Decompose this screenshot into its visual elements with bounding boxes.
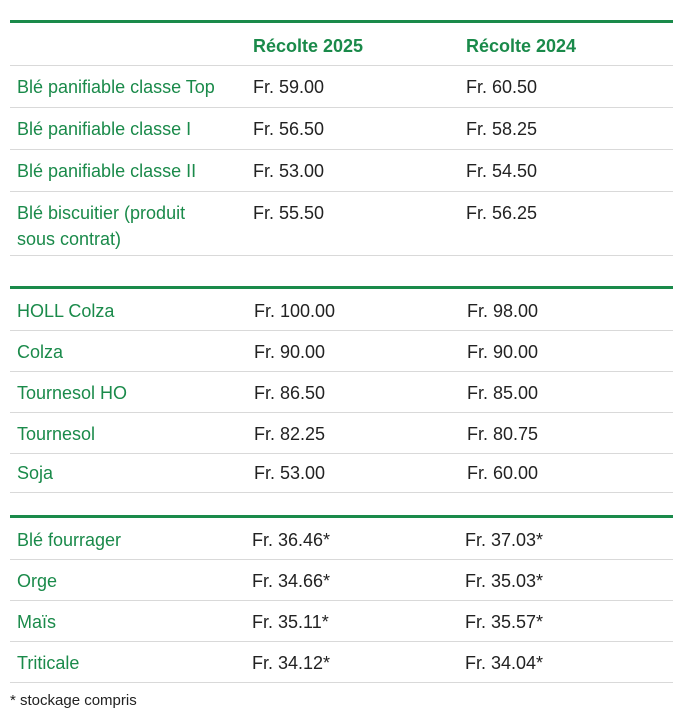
table-row	[10, 192, 673, 256]
row-label-line1: Blé biscuitier (produit	[17, 203, 186, 223]
row-label-line2: sous contrat)	[17, 229, 122, 249]
row-label: Blé panifiable classe II	[17, 161, 197, 181]
price-2024: Fr. 56.25	[466, 203, 538, 223]
price-2024: Fr. 35.03*	[465, 571, 544, 591]
table-row	[10, 601, 673, 642]
price-2024: Fr. 35.57*	[465, 612, 544, 632]
table-row	[10, 150, 673, 192]
table-row	[10, 454, 673, 493]
row-label: Blé panifiable classe I	[17, 119, 192, 139]
price-2024: Fr. 58.25	[466, 119, 538, 139]
price-2024: Fr. 85.00	[467, 383, 539, 403]
price-2025: Fr. 86.50	[254, 383, 326, 403]
price-2025: Fr. 82.25	[254, 424, 326, 444]
row-label: Orge	[17, 571, 58, 591]
row-label: Triticale	[17, 653, 80, 673]
price-2025: Fr. 90.00	[254, 342, 326, 362]
row-label: Colza	[17, 342, 64, 362]
price-2025: Fr. 59.00	[253, 77, 325, 97]
table-row	[10, 66, 673, 108]
price-2025: Fr. 56.50	[253, 119, 325, 139]
row-label: Tournesol HO	[17, 383, 128, 403]
price-2025: Fr. 35.11*	[252, 612, 329, 632]
price-2025: Fr. 34.12*	[252, 653, 331, 673]
price-2024: Fr. 34.04*	[465, 653, 544, 673]
table-row	[10, 518, 673, 560]
table-row	[10, 289, 673, 331]
price-2025: Fr. 55.50	[253, 203, 325, 223]
price-2024: Fr. 98.00	[467, 301, 539, 321]
price-2024: Fr. 54.50	[466, 161, 538, 181]
table-bread-wheat	[10, 20, 673, 256]
table-oilseeds	[10, 286, 673, 493]
header-recolte-2025: Récolte 2025	[253, 36, 364, 56]
row-label: Maïs	[17, 612, 57, 632]
price-2024: Fr. 80.75	[467, 424, 539, 444]
table-row	[10, 560, 673, 601]
table-row	[10, 413, 673, 454]
row-label: Blé fourrager	[17, 530, 122, 550]
price-2025: Fr. 53.00	[254, 463, 326, 483]
price-2024: Fr. 90.00	[467, 342, 539, 362]
price-2024: Fr. 37.03*	[465, 530, 544, 550]
row-label: Tournesol	[17, 424, 96, 444]
row-label: HOLL Colza	[17, 301, 115, 321]
row-label: Blé panifiable classe Top	[17, 77, 215, 97]
table-row	[10, 372, 673, 413]
footnote: * stockage compris	[10, 692, 137, 709]
price-2024: Fr. 60.00	[467, 463, 539, 483]
header-recolte-2024: Récolte 2024	[466, 36, 577, 56]
price-2024: Fr. 60.50	[466, 77, 538, 97]
table-header-row	[10, 23, 673, 66]
table-row	[10, 642, 673, 683]
price-2025: Fr. 34.66*	[252, 571, 331, 591]
table-row	[10, 108, 673, 150]
price-2025: Fr. 100.00	[254, 301, 336, 321]
row-label: Soja	[17, 463, 54, 483]
table-row	[10, 331, 673, 372]
table-feed-grains	[10, 515, 673, 683]
price-2025: Fr. 53.00	[253, 161, 325, 181]
price-2025: Fr. 36.46*	[252, 530, 331, 550]
